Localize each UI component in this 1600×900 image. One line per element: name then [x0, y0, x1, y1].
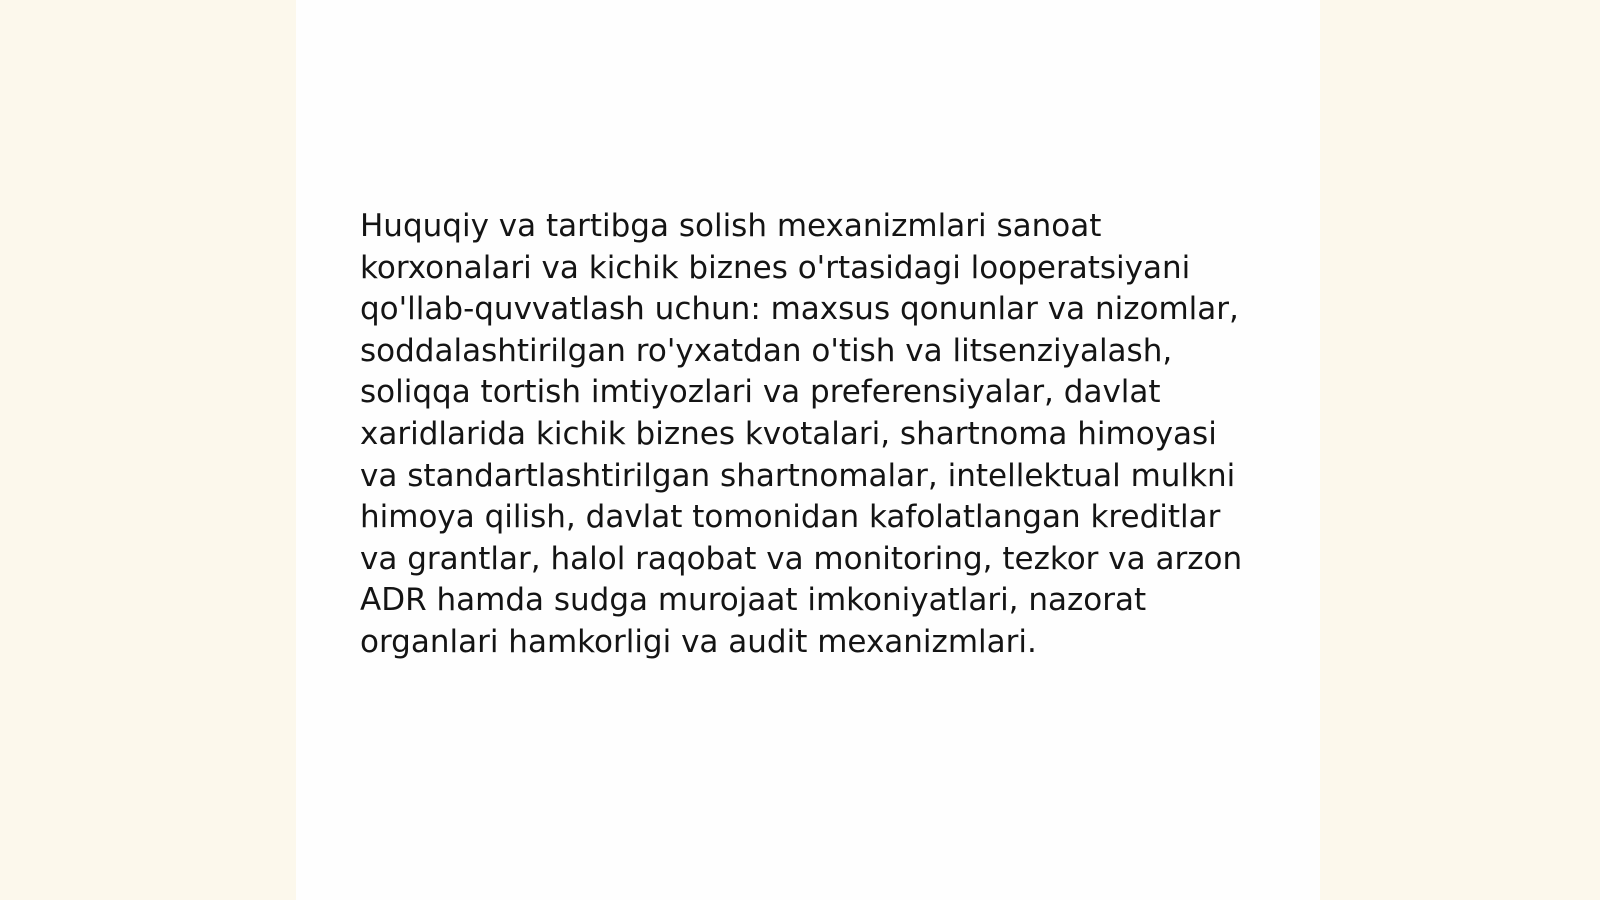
- slide-body-text: Huquqiy va tartibga solish mexanizmlari sanoat korxonalari va kichik biznes o'rtasidagi looperatsiyani qo'llab-quvvatlash uchun: maxsus qonunlar va nizomlar, soddalashtirilgan ro'yxatdan o'tish va litsenziyalash, soliqqa tortish imtiyozlari va preferensiyalar, davlat xaridlarida kichik biznes kvotalari, shartnoma himoyasi va standartlashtirilgan shartnomalar, intellektual mulkni himoya qilish, davlat tomonidan kafolatlangan kreditlar va grantlar, halol raqobat va monitoring, tezkor va arzon ADR hamda sudga murojaat imkoniyatlari, nazorat organlari hamkorligi va audit mexanizmlari.: [360, 208, 1243, 660]
- left-margin-panel: [0, 0, 296, 900]
- right-margin-panel: [1320, 0, 1600, 900]
- slide-canvas: [296, 0, 1320, 900]
